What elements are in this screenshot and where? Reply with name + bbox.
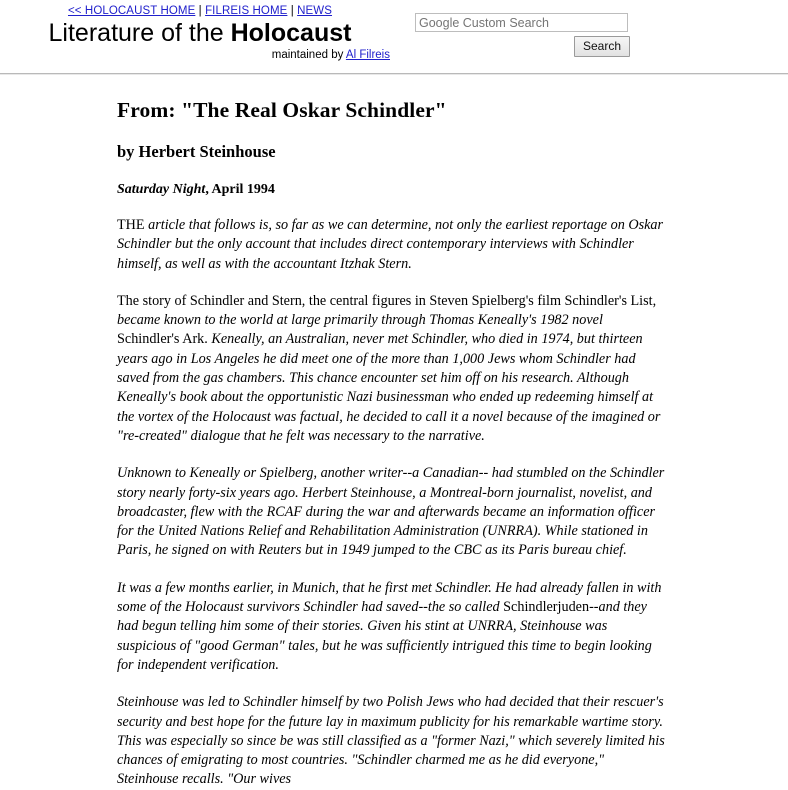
text-run-roman: The story of Schindler and Stern, the central figures in Steven Spielberg's film Schindler's List, <box>117 292 657 309</box>
article-paragraph <box>117 216 668 274</box>
maintained-by <box>0 48 400 62</box>
maintainer-link[interactable]: Al Filreis <box>345 49 390 61</box>
page-title: From: "The Real Oskar Schindler" <box>117 98 447 122</box>
article-paragraph <box>117 693 668 789</box>
header-divider <box>0 73 788 75</box>
article-paragraph <box>117 579 668 675</box>
dateline-date: , April 1994 <box>205 182 275 197</box>
nav-separator-2: | <box>287 5 298 17</box>
nav-link-holocaust-home[interactable]: << HOLOCAUST HOME <box>67 5 196 17</box>
text-run-italic: Steinhouse was led to Schindler himself by two Polish Jews who had decided that their rescuer's security and best hope for the future lay in maximum publicity for his remarkable wartime story. This was especially so since be was still classified as a "former Nazi," which severely limited his chances of emigrating to most countries. "Schindler charmed me as he did everyone," Steinhouse recalls. "Our wives <box>117 694 665 788</box>
top-navigation <box>0 4 400 18</box>
masthead <box>0 4 400 62</box>
article-body <box>117 216 668 790</box>
search-button[interactable]: Search <box>574 36 630 57</box>
text-run-roman: Schindler's Ark. <box>117 331 212 348</box>
search-button-row <box>415 36 630 57</box>
article-paragraph <box>117 292 668 446</box>
text-run-italic: Unknown to Keneally or Spielberg, another writer--a Canadian-- had stumbled on the Schindler story nearly forty-six years ago. Herbert Steinhouse, a Montreal-born journalist, novelist, and broadcaster, flew with the RCAF during the war and afterwards became an information officer for the United Nations Relief and Rehabilitation Administration (UNRRA). While stationed in Paris, he signed on with Reuters but in 1949 jumped to the CBC as its Paris bureau chief. <box>117 465 665 559</box>
site-title-bold: Holocaust <box>230 19 352 47</box>
text-run-italic: --and they had begun telling him some of their stories. Given his stint at UNRRA, Steinhouse was suspicious of "good German" tales, but he was sufficiently intrigued this time to begin looking for independent verification. <box>117 599 652 673</box>
site-title <box>0 19 400 47</box>
dateline-publication: Saturday Night <box>117 182 206 197</box>
article-byline: by Herbert Steinhouse <box>117 142 276 161</box>
maintained-by-label: maintained by <box>271 49 346 61</box>
text-run-roman: Schindlerjuden <box>503 599 590 616</box>
search-widget <box>415 13 630 57</box>
nav-separator-1: | <box>195 5 206 17</box>
text-run-roman: THE <box>117 217 149 233</box>
page-header <box>0 0 788 62</box>
text-run-italic: It was a few months earlier, in Munich, that he first met Schindler. He had already fallen in with some of the Holocaust survivors Schindler had saved--the so called <box>117 579 662 616</box>
article-dateline <box>117 181 668 198</box>
text-run-italic: became known to the world at large primarily through Thomas Keneally's 1982 novel <box>117 312 603 329</box>
text-run-italic: Keneally, an Australian, never met Schindler, who died in 1974, but thirteen years ago in Los Angeles he did meet one of the more than 1,000 Jews whom Schindler had saved from the gas chambers. This chance encounter set him off on his research. Although Keneally's book about the opportunistic Nazi businessman who ended up redeeming himself at the vortex of the Holocaust was factual, he decided to call it a novel because of the imagined or "re-created" dialogue that he felt was necessary to the narrative. <box>117 331 661 444</box>
nav-link-news[interactable]: NEWS <box>297 5 333 17</box>
site-title-regular: Literature of the <box>48 19 231 47</box>
search-input[interactable] <box>415 13 628 32</box>
text-run-italic: article that follows is, so far as we can determine, not only the earliest reportage on Oskar Schindler but the only account that includes direct contemporary interviews with Schindler himself, as well as with the accountant Itzhak Stern. <box>117 217 664 272</box>
article-content <box>0 98 788 790</box>
nav-link-filreis-home[interactable]: FILREIS HOME <box>205 5 288 17</box>
article-paragraph <box>117 464 668 560</box>
